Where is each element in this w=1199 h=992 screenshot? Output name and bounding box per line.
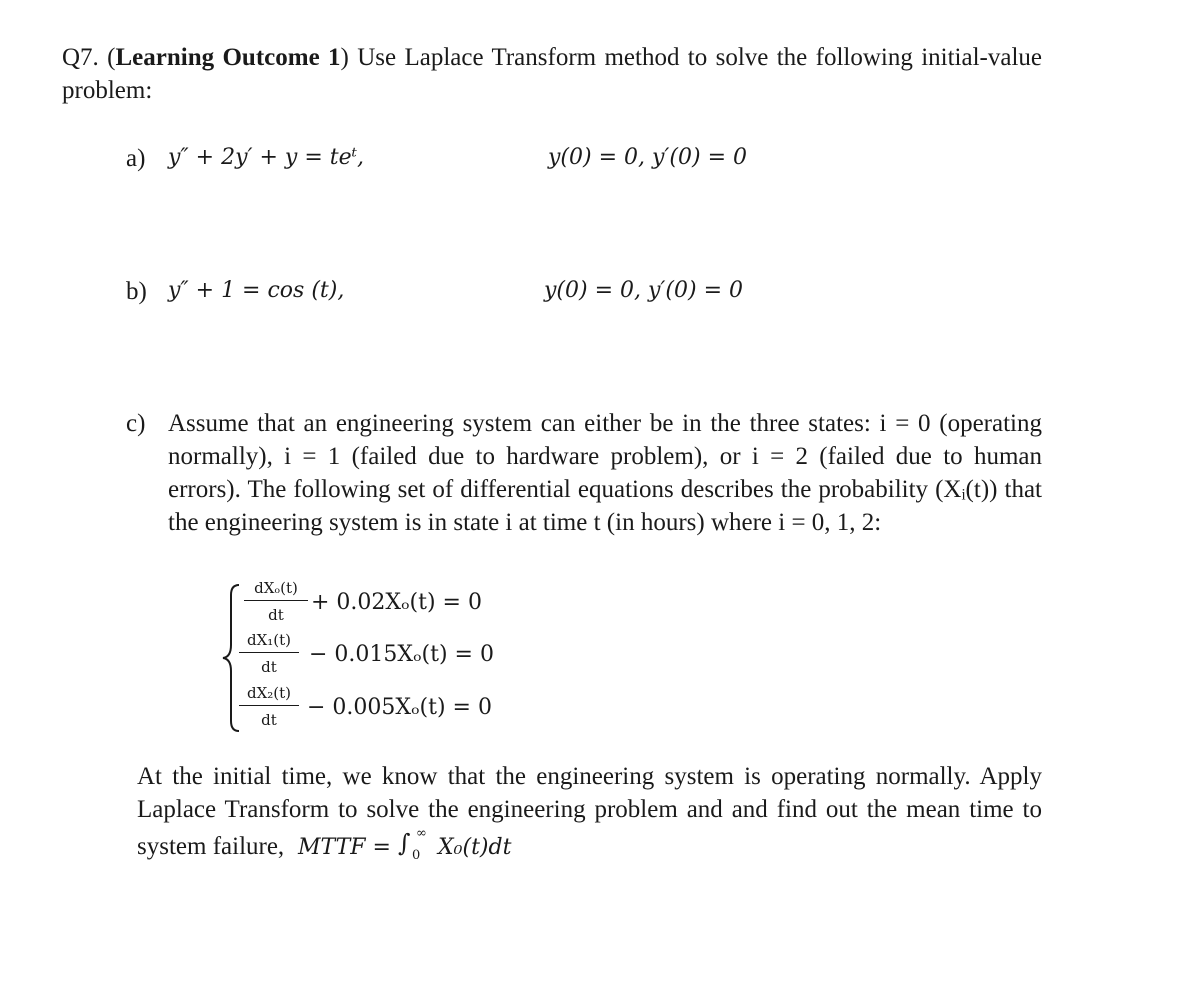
equation-1-fraction bbox=[244, 578, 308, 625]
part-c-line-1: Assume that an engineering system can either be in the three states: i = 0 (operating bbox=[168, 410, 1042, 437]
equation-3-fraction bbox=[239, 683, 299, 730]
part-b-equation-text: y″ + 1 = cos (t), bbox=[168, 278, 345, 303]
learning-outcome: Learning Outcome 1 bbox=[115, 44, 341, 71]
equation-2-denominator: dt bbox=[261, 658, 277, 676]
part-c-label: c) bbox=[126, 410, 146, 437]
part-a-initial-conditions bbox=[548, 143, 747, 173]
part-c-line-3: errors). The following set of differential equations describes the probability (Xᵢ(t)) that bbox=[168, 476, 1042, 503]
equation-2-numerator: dX₁(t) bbox=[239, 630, 299, 653]
equation-3-numerator: dX₂(t) bbox=[239, 683, 299, 706]
part-a-equation bbox=[168, 143, 364, 173]
integrand bbox=[438, 833, 511, 863]
part-a-equation-text: y″ + 2y′ + y = teᵗ, bbox=[168, 145, 365, 170]
mttf-line bbox=[137, 830, 284, 863]
mttf-formula bbox=[298, 833, 391, 863]
mttf-lhs: MTTF = bbox=[298, 835, 391, 860]
closing-line-1: At the initial time, we know that the engineering system is operating normally. Apply bbox=[137, 763, 1042, 790]
equation-1-rest: + 0.02Xₒ(t) = 0 bbox=[311, 590, 482, 615]
integral-upper-limit: ∞ bbox=[416, 826, 427, 841]
equation-1-numerator: dXₒ(t) bbox=[244, 578, 308, 601]
equation-3-rest: − 0.005Xₒ(t) = 0 bbox=[307, 695, 492, 720]
question-header-line1: Q7. (Learning Outcome 1) Use Laplace Transform method to solve the following initial-value bbox=[62, 44, 1042, 71]
final-text: system failure, bbox=[137, 833, 285, 860]
equation-2-rest: − 0.015Xₒ(t) = 0 bbox=[309, 642, 494, 667]
closing-line-2: Laplace Transform to solve the engineering problem and and find out the mean time to bbox=[137, 796, 1042, 823]
question-number: Q7. bbox=[62, 44, 99, 71]
equation-3-denominator: dt bbox=[261, 711, 277, 729]
part-b-initial-text: y(0) = 0, y′(0) = 0 bbox=[544, 278, 743, 303]
integrand-text: X₀(t)dt bbox=[438, 835, 512, 860]
closing-paragraph bbox=[137, 760, 1042, 826]
integral-lower-limit: 0 bbox=[412, 848, 421, 863]
part-c-paragraph bbox=[168, 407, 1042, 539]
part-c-line-2: normally), i = 1 (failed due to hardware problem), or i = 2 (failed due to human bbox=[168, 443, 1042, 470]
question-intro: Use Laplace Transform method to solve the following initial-value bbox=[357, 44, 1042, 71]
equation-2-fraction bbox=[239, 630, 299, 677]
integral-icon: ∫ bbox=[398, 829, 411, 857]
part-c-line-4: the engineering system is in state i at time t (in hours) where i = 0, 1, 2: bbox=[168, 509, 882, 536]
equation-1-denominator: dt bbox=[268, 606, 284, 624]
part-b-equation bbox=[168, 276, 344, 306]
part-b-initial-conditions bbox=[544, 276, 743, 306]
part-a-initial-text: y(0) = 0, y′(0) = 0 bbox=[548, 145, 747, 170]
question-header bbox=[62, 41, 1042, 107]
part-a-label: a) bbox=[126, 145, 146, 172]
question-intro-line2: problem: bbox=[62, 77, 153, 104]
part-b-label: b) bbox=[126, 278, 147, 305]
